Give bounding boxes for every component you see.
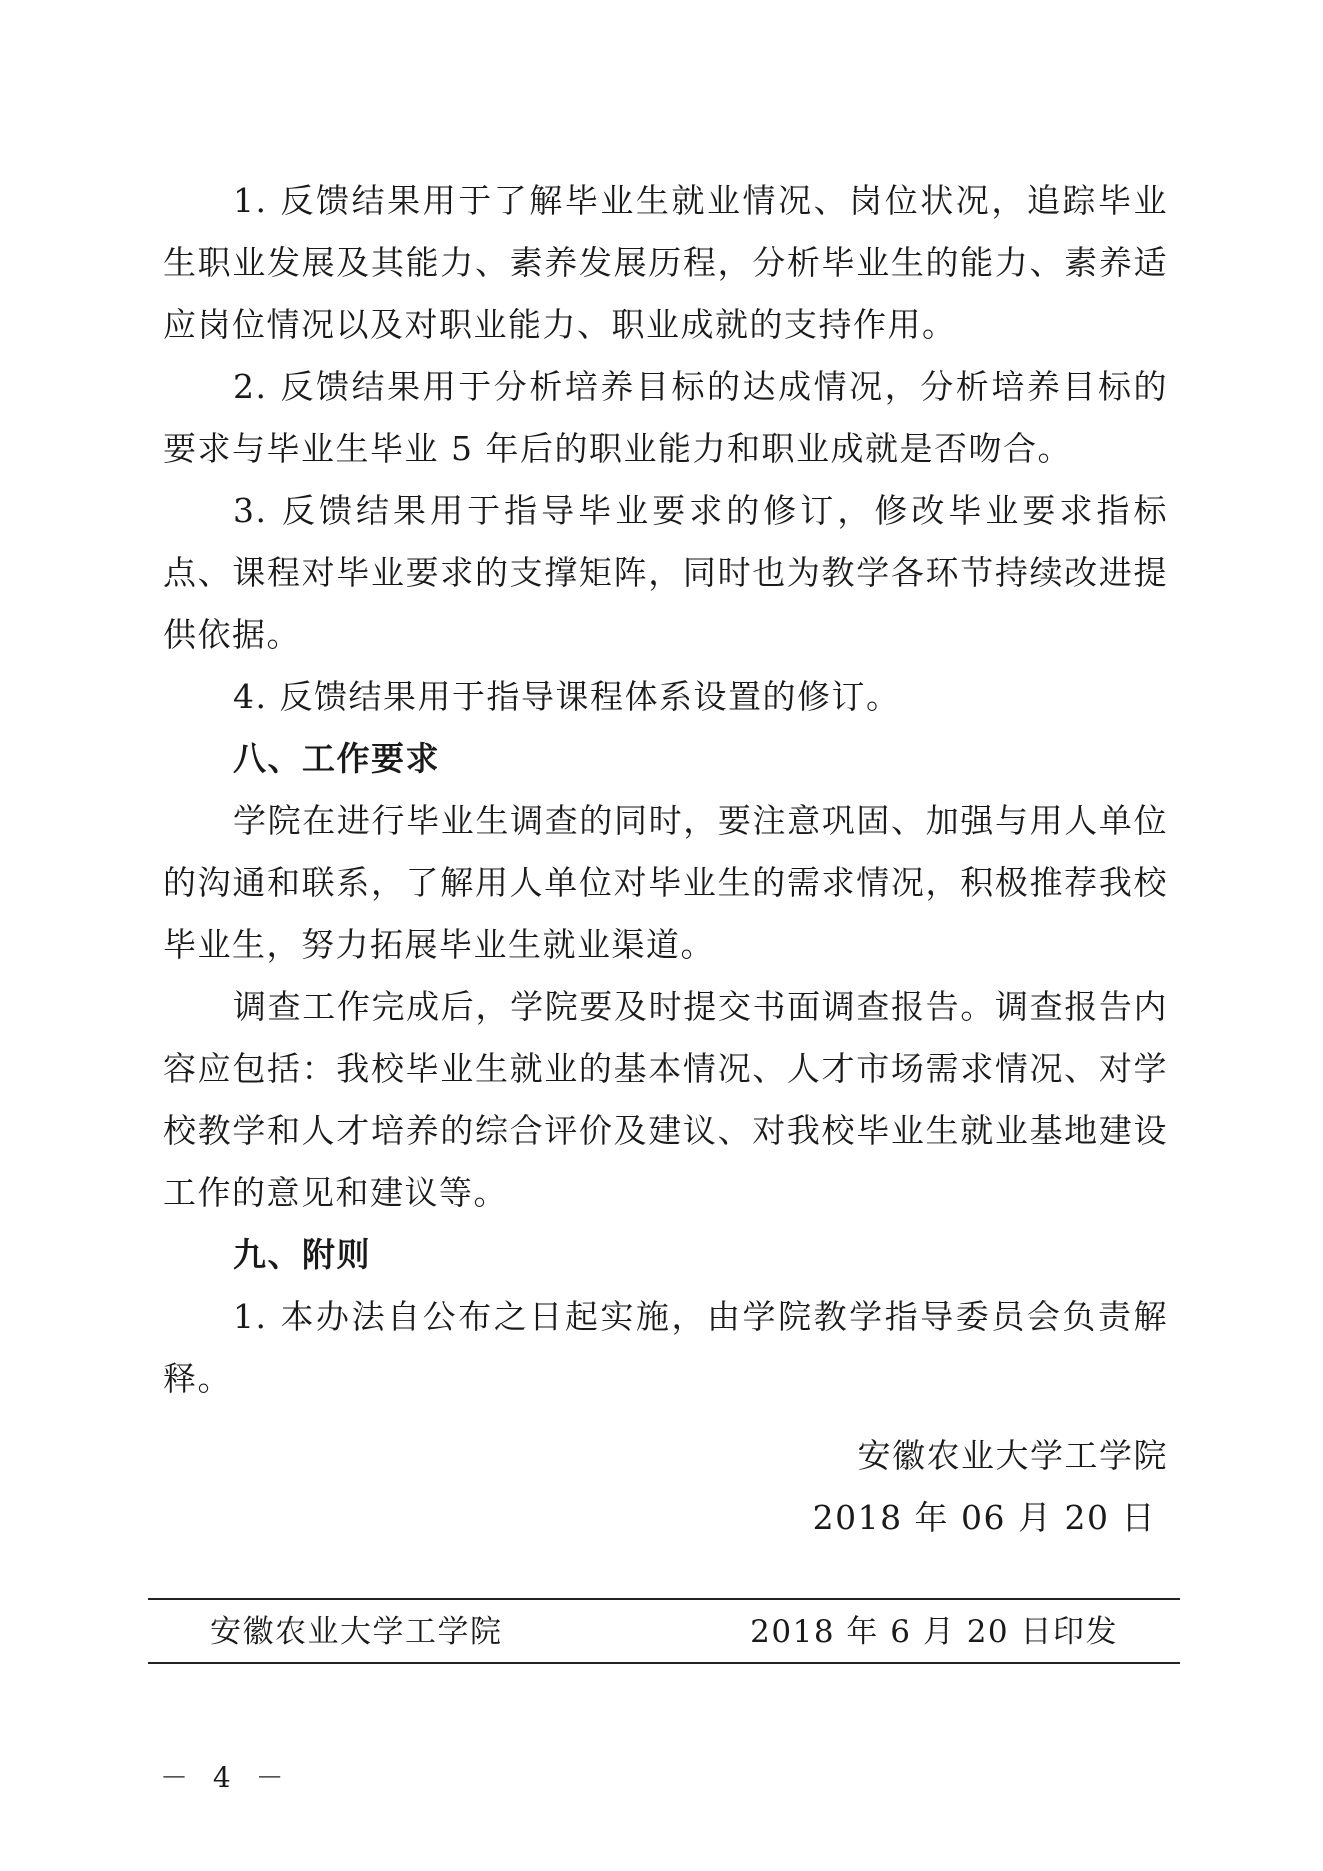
footer-issuer: 安徽农业大学工学院 [210, 1614, 503, 1650]
paragraph-feedback-2: 2. 反馈结果用于分析培养目标的达成情况，分析培养目标的要求与毕业生毕业 5 年后的职业能力和职业成就是否吻合。 [163, 367, 1168, 468]
signature-block [813, 1425, 1168, 1549]
paragraph-feedback-1: 1. 反馈结果用于了解毕业生就业情况、岗位状况，追踪毕业生职业发展及其能力、素养发展历程，分析毕业生的能力、素养适应岗位情况以及对职业能力、职业成就的支持作用。 [163, 181, 1168, 344]
paragraph-work-requirements-2: 调查工作完成后，学院要及时提交书面调查报告。调查报告内容应包括：我校毕业生就业的基本情况、人才市场需求情况、对学校教学和人才培养的综合评价及建议、对我校毕业生就业基地建设工作的意见和建议等。 [163, 987, 1168, 1212]
document-body [163, 170, 1168, 1410]
signature-date: 2018 年 06 月 20 日 [812, 1498, 1156, 1537]
paragraph-work-requirements-1: 学院在进行毕业生调查的同时，要注意巩固、加强与用人单位的沟通和联系，了解用人单位对毕业生的需求情况，积极推荐我校毕业生，努力拓展毕业生就业渠道。 [163, 801, 1168, 964]
signature-organization: 安徽农业大学工学院 [857, 1436, 1168, 1475]
footer-rule-top [148, 1598, 1180, 1600]
section-heading-work-requirements: 八、工作要求 [233, 739, 440, 778]
page-number: － 4 － [160, 1761, 292, 1794]
footer-issue-date: 2018 年 6 月 20 日印发 [750, 1614, 1118, 1650]
footer-rule-bottom [148, 1662, 1180, 1664]
paragraph-feedback-4: 4. 反馈结果用于指导课程体系设置的修订。 [233, 677, 901, 716]
paragraph-feedback-3: 3. 反馈结果用于指导毕业要求的修订，修改毕业要求指标点、课程对毕业要求的支撑矩阵，同时也为教学各环节持续改进提供依据。 [163, 491, 1168, 654]
section-heading-supplementary: 九、附则 [233, 1235, 371, 1274]
paragraph-supplementary-1: 1. 本办法自公布之日起实施，由学院教学指导委员会负责解释。 [163, 1297, 1168, 1398]
